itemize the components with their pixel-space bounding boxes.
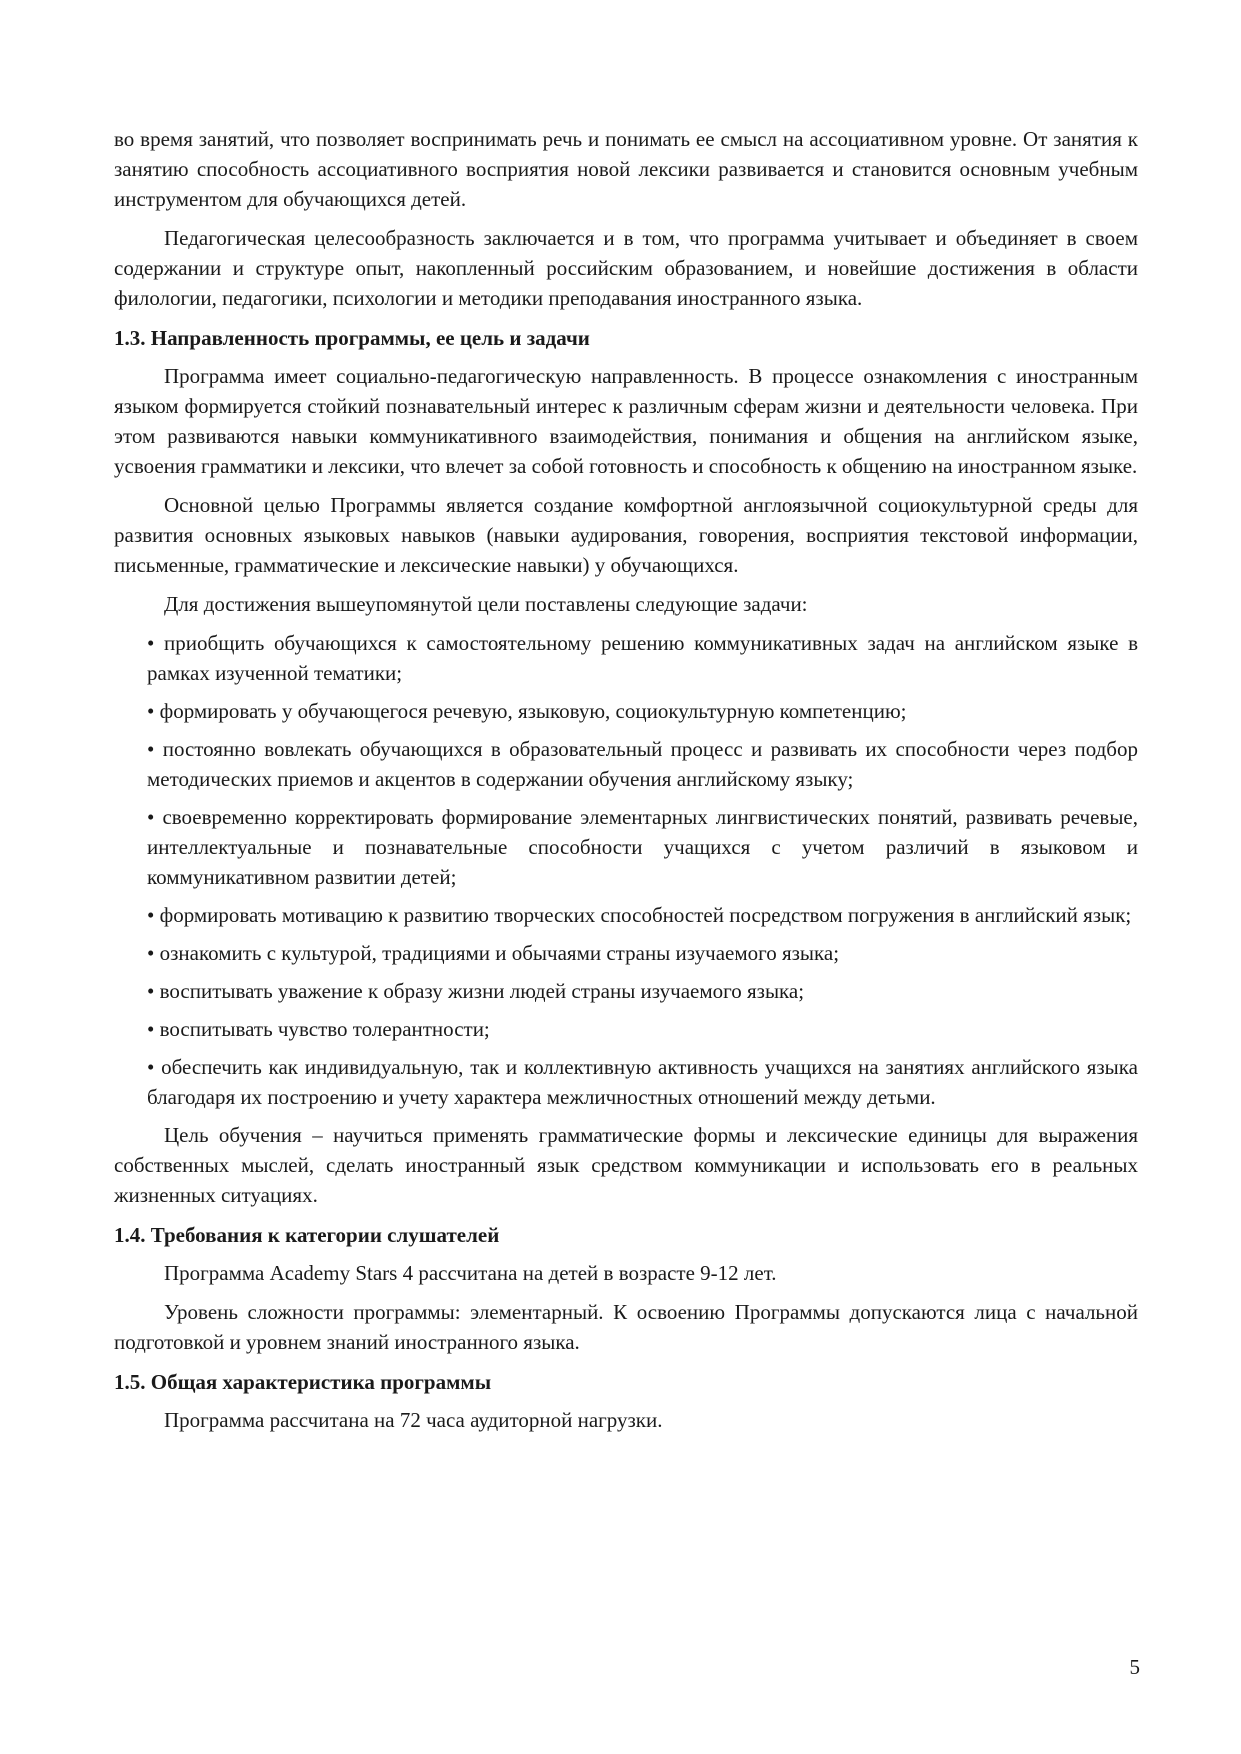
paragraph-learning-goal: Цель обучения – научиться применять грамматические формы и лексические единицы для выражения собственных мыслей, сделать иностранный язык средством коммуникации и использовать его в реальных жизненных ситуациях. [114, 1123, 1138, 1207]
paragraph-pedagogical-expediency: Педагогическая целесообразность заключается и в том, что программа учитывает и объединяет в своем содержании и структуре опыт, накопленный российским образованием, и новейшие достижения в области филологии, педагогики, психологии и методики преподавания иностранного языка. [114, 226, 1138, 310]
paragraph-main-goal: Основной целью Программы является создание комфортной англоязычной социокультурной среды для развития основных языковых навыков (навыки аудирования, говорения, восприятия текстовой информации, письменные, грамматические и лексические навыки) у обучающихся. [114, 493, 1138, 577]
paragraph-difficulty-level: Уровень сложности программы: элементарный. К освоению Программы допускаются лица с начальной подготовкой и уровнем знаний иностранного языка. [114, 1300, 1138, 1354]
list-item: • постоянно вовлекать обучающихся в образовательный процесс и развивать их способности через подбор методических приемов и акцентов в содержании обучения английскому языку; [147, 737, 1138, 791]
list-item: • формировать мотивацию к развитию творческих способностей посредством погружения в английский язык; [147, 903, 1132, 927]
list-item: • обеспечить как индивидуальную, так и коллективную активность учащихся на занятиях английского языка благодаря их построению и учету характера межличностных отношений между детьми. [147, 1055, 1138, 1109]
paragraph-program-orientation: Программа имеет социально-педагогическую направленность. В процессе ознакомления с иностранным языком формируется стойкий познавательный интерес к различным сферам жизни и деятельности человека. При этом развиваются навыки коммуникативного взаимодействия, понимания и общения на английском языке, усвоения грамматики и лексики, что влечет за собой готовность и способность к общению на иностранном языке. [114, 364, 1138, 478]
paragraph-hours: Программа рассчитана на 72 часа аудиторной нагрузки. [164, 1408, 663, 1432]
paragraph-tasks-intro: Для достижения вышеупомянутой цели поставлены следующие задачи: [164, 592, 808, 616]
list-item: • своевременно корректировать формирование элементарных лингвистических понятий, развивать речевые, интеллектуальные и познавательные способности учащихся с учетом различий в языковом и коммуникативном развитии детей; [147, 805, 1138, 889]
list-item: • воспитывать уважение к образу жизни людей страны изучаемого языка; [147, 979, 805, 1003]
paragraph-age-range: Программа Academy Stars 4 рассчитана на детей в возрасте 9-12 лет. [164, 1261, 777, 1285]
document-page [114, 124, 1138, 1444]
section-heading-1-3: 1.3. Направленность программы, ее цель и задачи [114, 326, 590, 350]
section-heading-1-4: 1.4. Требования к категории слушателей [114, 1223, 500, 1247]
list-item: • формировать у обучающегося речевую, языковую, социокультурную компетенцию; [147, 699, 907, 723]
list-item: • приобщить обучающихся к самостоятельному решению коммуникативных задач на английском языке в рамках изученной тематики; [147, 631, 1138, 685]
page-number: 5 [1129, 1655, 1140, 1679]
tasks-list [114, 628, 1138, 1112]
list-item: • ознакомить с культурой, традициями и обычаями страны изучаемого языка; [147, 941, 840, 965]
section-heading-1-5: 1.5. Общая характеристика программы [114, 1370, 492, 1394]
list-item: • воспитывать чувство толерантности; [147, 1017, 490, 1041]
paragraph-continuation: во время занятий, что позволяет воспринимать речь и понимать ее смысл на ассоциативном уровне. От занятия к занятию способность ассоциативного восприятия новой лексики развивается и становится основным учебным инструментом для обучающихся детей. [114, 127, 1138, 211]
